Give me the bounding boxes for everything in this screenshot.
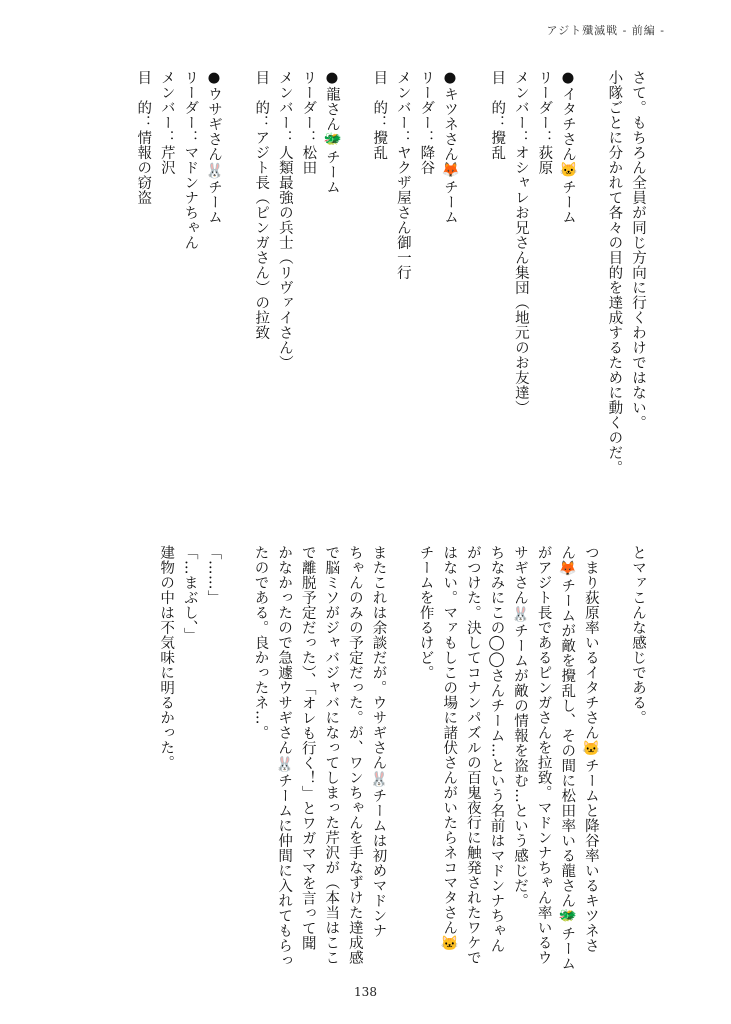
text-line: [389, 545, 413, 975]
team-goal: 目 的：情報の窃盗: [135, 70, 152, 205]
text-line: またこれは余談だが。ウサギさん🐰チームは初めマドンナ: [370, 545, 387, 939]
team-members: メンバー：芹沢: [158, 70, 175, 175]
team-goal: 目 的：攪乱: [371, 70, 388, 160]
text-line: ちゃんのみの予定だった。が、ワンちゃんを手なずけた達成感: [346, 545, 363, 965]
text-line: はない。マァもしこの場に諸伏さんがいたらネコマタさん🐱: [441, 545, 458, 954]
text-line: ちなみにこの◯◯さんチーム…という名前はマドンナちゃん: [488, 545, 505, 953]
text-line: つまり荻原率いるイタチさん🐱チームと降谷率いるキツネさ: [582, 545, 599, 954]
text-line: さて。もちろん全員が同じ方向に行くわけではない。: [630, 70, 646, 430]
team-block-itachi: [485, 70, 579, 510]
text-line: がつけた。決してコナンパズルの百鬼夜行に触発されたワケで: [464, 545, 481, 965]
story-block: [154, 545, 649, 975]
text-line: [602, 545, 626, 975]
team-block-ryu: [249, 70, 343, 510]
text-line: 小隊ごとに分かれて各々の目的を達成するために動くのだ。: [606, 70, 623, 475]
team-title: ●キツネさん🦊チーム: [442, 70, 458, 225]
text-line: 「…まぶし、」: [181, 545, 198, 643]
team-goal: 目 的：攪乱: [489, 70, 506, 160]
text-line: サギさん🐰チームが敵の情報を盗む…という感じだ。: [512, 545, 529, 909]
page-number: 138: [354, 985, 377, 999]
intro-block: [602, 70, 649, 510]
team-title: ●龍さん🐲チーム: [324, 70, 340, 195]
team-members: メンバー：ヤクザ屋さん御一行: [394, 70, 411, 280]
text-line: チームを作るけど。: [417, 545, 434, 680]
team-block-kitsune: [367, 70, 461, 510]
text-line: がアジト長であるピンガさんを拉致。マドンナちゃん率いるウ: [535, 545, 552, 965]
text-line: で離脱予定だった）、「オレも行く！」とワガママを言って聞: [299, 545, 316, 951]
team-goal: 目 的：アジト長（ピンガさん）の拉致: [253, 70, 270, 340]
text-line: で脳ミソがジャバジャバになってしまった芹沢が（本当はここ: [323, 545, 340, 965]
text-line: [224, 545, 248, 975]
team-title: ●イタチさん🐱チーム: [560, 70, 576, 225]
text-line: 「……」: [205, 545, 222, 605]
team-leader: リーダー：松田: [300, 70, 317, 175]
text-line: ん🦊チームが敵を攪乱し、その間に松田率いる龍さん🐲チーム: [559, 545, 576, 972]
team-title: ●ウサギさん🐰チーム: [206, 70, 222, 225]
text-line: かなかったので急遽ウサギさん🐰チームに仲間に入れてもらっ: [276, 545, 293, 969]
team-leader: リーダー：荻原: [536, 70, 553, 175]
text-line: たのである。良かったネ…。: [252, 545, 269, 740]
team-members: メンバー：人類最強の兵士（リヴァイさん）: [276, 70, 293, 370]
team-members: メンバー：オシャレお兄さん集団（地元のお友達）: [512, 70, 529, 415]
team-leader: リーダー：降谷: [418, 70, 435, 175]
text-line: とマァこんな感じである。: [630, 545, 646, 725]
team-leader: リーダー：マドンナちゃん: [182, 70, 199, 250]
text-line: 建物の中は不気味に明るかった。: [158, 545, 175, 770]
running-header: アジト殲滅戦 - 前編 -: [546, 24, 665, 37]
team-block-usagi: [131, 70, 225, 510]
